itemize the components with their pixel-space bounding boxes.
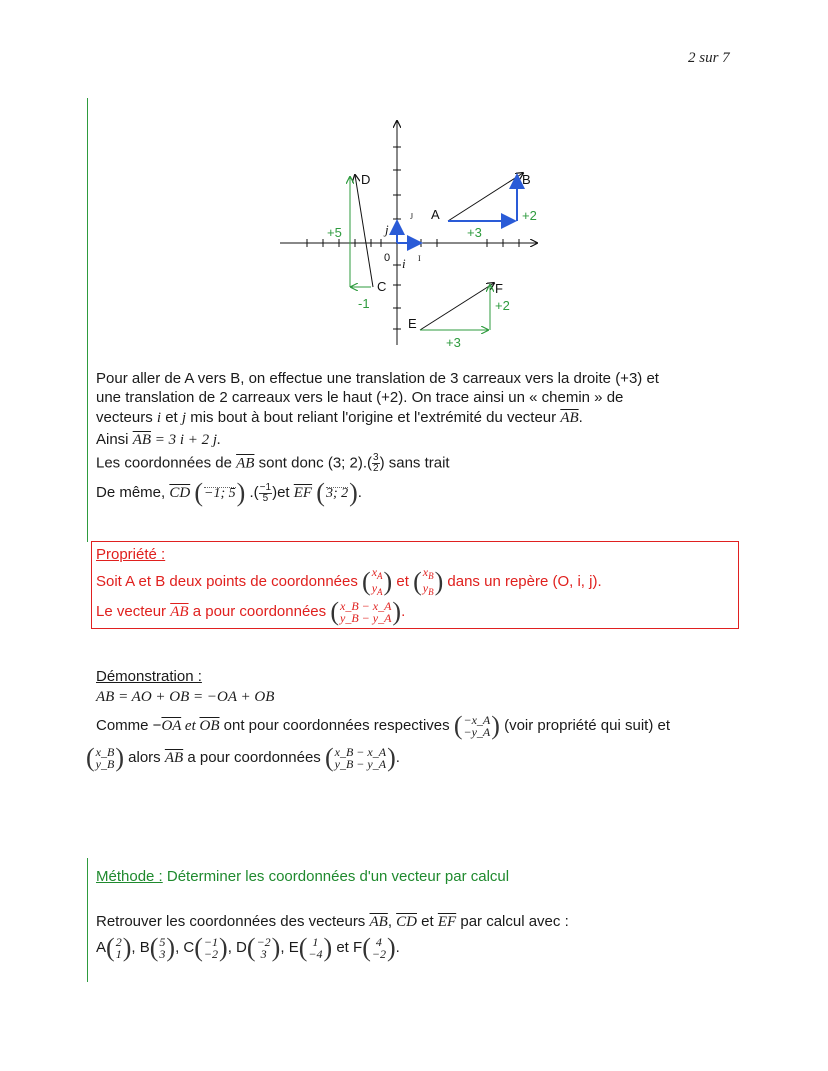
vector-ab	[448, 173, 523, 221]
page-number: 2 sur 7	[688, 50, 730, 66]
methode-heading: Méthode : Déterminer les coordonnées d'un vecteur par calcul	[96, 868, 510, 885]
vector-ef	[420, 283, 494, 330]
margin-bar-methode	[87, 858, 88, 982]
point-b: B ( 5 3 )	[139, 933, 176, 962]
point-c: C ( −1 −2 )	[183, 933, 228, 962]
propriete-line-2: Le vecteur $\overline{AB}$ a pour coordonnées ( x_B − x_A y_B − y_A ) .	[96, 597, 406, 626]
label-j: j	[385, 222, 389, 237]
label-minus1: -1	[358, 296, 370, 311]
label-f: F	[495, 281, 503, 296]
label-i: i	[402, 256, 406, 271]
point-f: F ( 4 −2 )	[353, 933, 396, 962]
explanation-line-5: Les coordonnées de $\overline{AB}$ sont donc (3; 2).( $\frac{3}{2}$ ) sans trait	[96, 452, 450, 474]
label-plus5: +5	[327, 225, 342, 240]
demonstration-line-2: Comme $-\overline{OA}$ et $\overline{OB}$ ont pour coordonnées respectives ( −x_A −y_A ) (voir propriété qui suit) et	[96, 711, 670, 740]
methode-line-1: Retrouver les coordonnées des vecteurs $\overline{AB}$, $\overline{CD}$ et $\overline{EF}$ par calcul avec :	[96, 913, 569, 930]
demonstration-title: Démonstration :	[96, 668, 202, 685]
demonstration-line-3: ( x_B y_B ) alors $\overline{AB}$ a pour coordonnées ( x_B − x_A y_B − y_A ) .	[86, 743, 400, 772]
vector-figure	[275, 115, 555, 355]
label-plus2-ab: +2	[522, 208, 537, 223]
label-plus3-ab: +3	[467, 225, 482, 240]
label-e: E	[408, 316, 417, 331]
label-d: D	[361, 172, 371, 187]
explanation-line-4: Ainsi $\overline{AB} = 3$ i + 2 j.	[96, 431, 221, 448]
label-I: I	[418, 254, 421, 263]
propriete-line-1: Soit A et B deux points de coordonnées ( $x_A$ $y_A$ ) et ( $x_B$ $y_B$ ) dans un repère (O, i, j).	[96, 565, 602, 597]
explanation-line-3: vecteurs i et j mis bout à bout reliant l'origine et l'extrémité du vecteur $\overline{AB}$.	[96, 409, 583, 426]
label-plus3-ef: +3	[446, 335, 461, 350]
demonstration-line-1: AB = AO + OB = −OA + OB	[96, 689, 275, 705]
point-e: E ( 1 −4 )	[288, 933, 333, 962]
label-origin: 0	[384, 252, 391, 264]
explanation-line-1: Pour aller de A vers B, on effectue une translation de 3 carreaux vers la droite (+3) et	[96, 370, 659, 387]
explanation-line-6: De même, $\overline{CD}$ ( −1; 5 ) .( $\frac{-1}{5}$ )et $\overline{EF}$ ( 3; 2 ) .	[96, 478, 362, 507]
label-plus2-ef: +2	[495, 298, 510, 313]
point-d: D ( −2 3 )	[236, 933, 281, 962]
label-b: B	[522, 172, 531, 187]
point-a: A ( 2 1 )	[96, 933, 132, 962]
methode-points: A ( 2 1 ) , B ( 5 3 ) , C ( −1 −2 ) , D ( −2 3 ) , E ( 1 −4 ) et F ( 4 −2 ) .	[96, 933, 400, 962]
propriete-title: Propriété :	[96, 546, 166, 563]
explanation-line-2: une translation de 2 carreaux vers le haut (+2). On trace ainsi un « chemin » de	[96, 389, 624, 406]
label-c: C	[377, 279, 387, 294]
label-J: J	[410, 212, 414, 221]
vector-cd	[355, 175, 373, 287]
label-a: A	[431, 207, 440, 222]
margin-bar-top	[87, 98, 88, 542]
